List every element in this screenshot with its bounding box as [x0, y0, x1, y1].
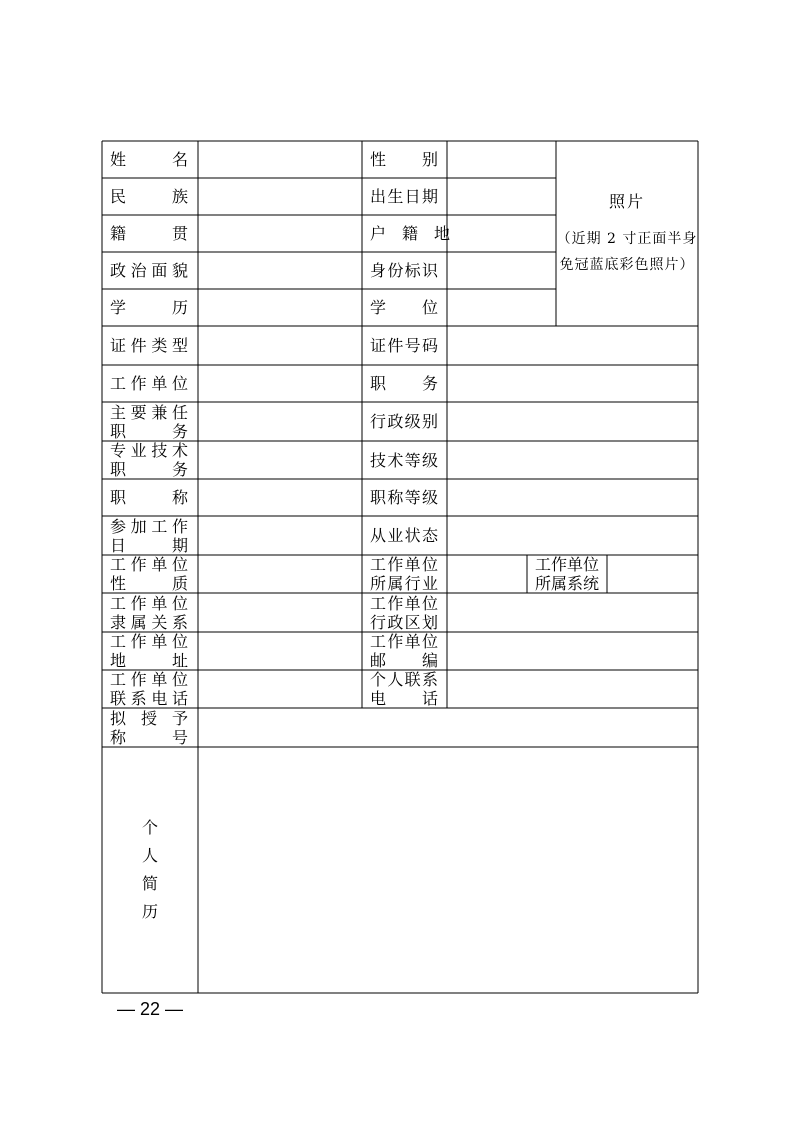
- label-resume: 个 人 简 历: [141, 818, 158, 921]
- label-household-registration: 户 籍 地: [370, 224, 451, 243]
- field-employer-affiliation[interactable]: [199, 594, 361, 631]
- field-employer-industry[interactable]: [448, 556, 526, 592]
- label-employer-address: 工作单位 地 址: [110, 632, 188, 670]
- label-side-post: 主要兼任 职 务: [110, 402, 188, 441]
- field-degree[interactable]: [448, 290, 555, 325]
- label-birth-date: 出生日期: [370, 187, 438, 206]
- field-employer-postcode[interactable]: [448, 633, 697, 669]
- label-position: 职 务: [370, 374, 438, 393]
- label-employment-status: 从业状态: [370, 526, 438, 545]
- field-admin-level[interactable]: [448, 403, 697, 440]
- label-employer-postcode: 工作单位 邮 编: [370, 632, 438, 670]
- page-number: — 22 —: [117, 999, 184, 1019]
- label-education: 学 历: [110, 298, 188, 317]
- field-employment-status[interactable]: [448, 517, 697, 554]
- field-gender[interactable]: [448, 142, 555, 177]
- photo-requirement-line2: 免冠蓝底彩色照片）: [559, 257, 695, 273]
- field-employer-region[interactable]: [448, 594, 697, 631]
- label-employer-system: 工作单位 所属系统: [535, 555, 600, 593]
- label-degree: 学 位: [370, 298, 438, 317]
- field-proposed-title[interactable]: [199, 709, 697, 746]
- field-side-post[interactable]: [199, 403, 361, 440]
- field-employer-system[interactable]: [608, 556, 697, 592]
- label-native-place: 籍 贯: [110, 224, 188, 243]
- label-start-work-date: 参加工作 日 期: [110, 516, 188, 555]
- field-employer-nature[interactable]: [199, 556, 361, 592]
- label-employer-nature: 工作单位 性 质: [110, 555, 188, 593]
- label-employer-affiliation: 工作单位 隶属关系: [110, 593, 188, 632]
- field-employer-address[interactable]: [199, 633, 361, 669]
- field-position[interactable]: [448, 366, 697, 401]
- label-tech-post: 专业技术 职 务: [110, 441, 188, 479]
- field-start-work-date[interactable]: [199, 517, 361, 554]
- field-native-place[interactable]: [199, 216, 361, 251]
- field-id-mark[interactable]: [448, 253, 555, 288]
- label-title-grade: 职称等级: [370, 488, 438, 507]
- label-employer-phone: 工作单位 联系电话: [110, 670, 188, 708]
- label-tech-grade: 技术等级: [370, 450, 438, 470]
- label-cert-number: 证件号码: [370, 336, 438, 355]
- field-name[interactable]: [199, 142, 361, 177]
- label-employer-industry: 工作单位 所属行业: [370, 555, 438, 593]
- photo-title: 照片: [608, 192, 645, 211]
- label-employer-region: 工作单位 行政区划: [370, 593, 438, 632]
- label-name: 姓 名: [110, 150, 188, 169]
- field-employer[interactable]: [199, 366, 361, 401]
- field-personal-phone[interactable]: [448, 671, 697, 707]
- field-tech-post[interactable]: [199, 442, 361, 478]
- field-resume[interactable]: [199, 748, 697, 992]
- field-employer-phone[interactable]: [199, 671, 361, 707]
- field-birth-date[interactable]: [448, 179, 555, 214]
- field-title-grade[interactable]: [448, 480, 697, 515]
- field-household-registration[interactable]: [448, 216, 555, 251]
- field-tech-grade[interactable]: [448, 442, 697, 478]
- field-political-status[interactable]: [199, 253, 361, 288]
- field-cert-number[interactable]: [448, 327, 697, 364]
- field-ethnicity[interactable]: [199, 179, 361, 214]
- photo-requirement-line1: （近期 2 寸正面半身: [556, 231, 698, 247]
- label-id-mark: 身份标识: [370, 261, 438, 280]
- field-title[interactable]: [199, 480, 361, 515]
- field-education[interactable]: [199, 290, 361, 325]
- label-political-status: 政治面貌: [110, 261, 188, 280]
- label-ethnicity: 民 族: [110, 187, 188, 206]
- label-cert-type: 证件类型: [110, 336, 188, 355]
- label-personal-phone: 个人联系 电 话: [370, 670, 438, 708]
- label-employer: 工作单位: [110, 374, 188, 393]
- photo-box[interactable]: [556, 142, 698, 325]
- label-title: 职 称: [110, 488, 188, 507]
- label-gender: 性 别: [370, 150, 438, 169]
- label-admin-level: 行政级别: [370, 412, 438, 431]
- field-cert-type[interactable]: [199, 327, 361, 364]
- label-proposed-title: 拟授予 称 号: [110, 708, 188, 747]
